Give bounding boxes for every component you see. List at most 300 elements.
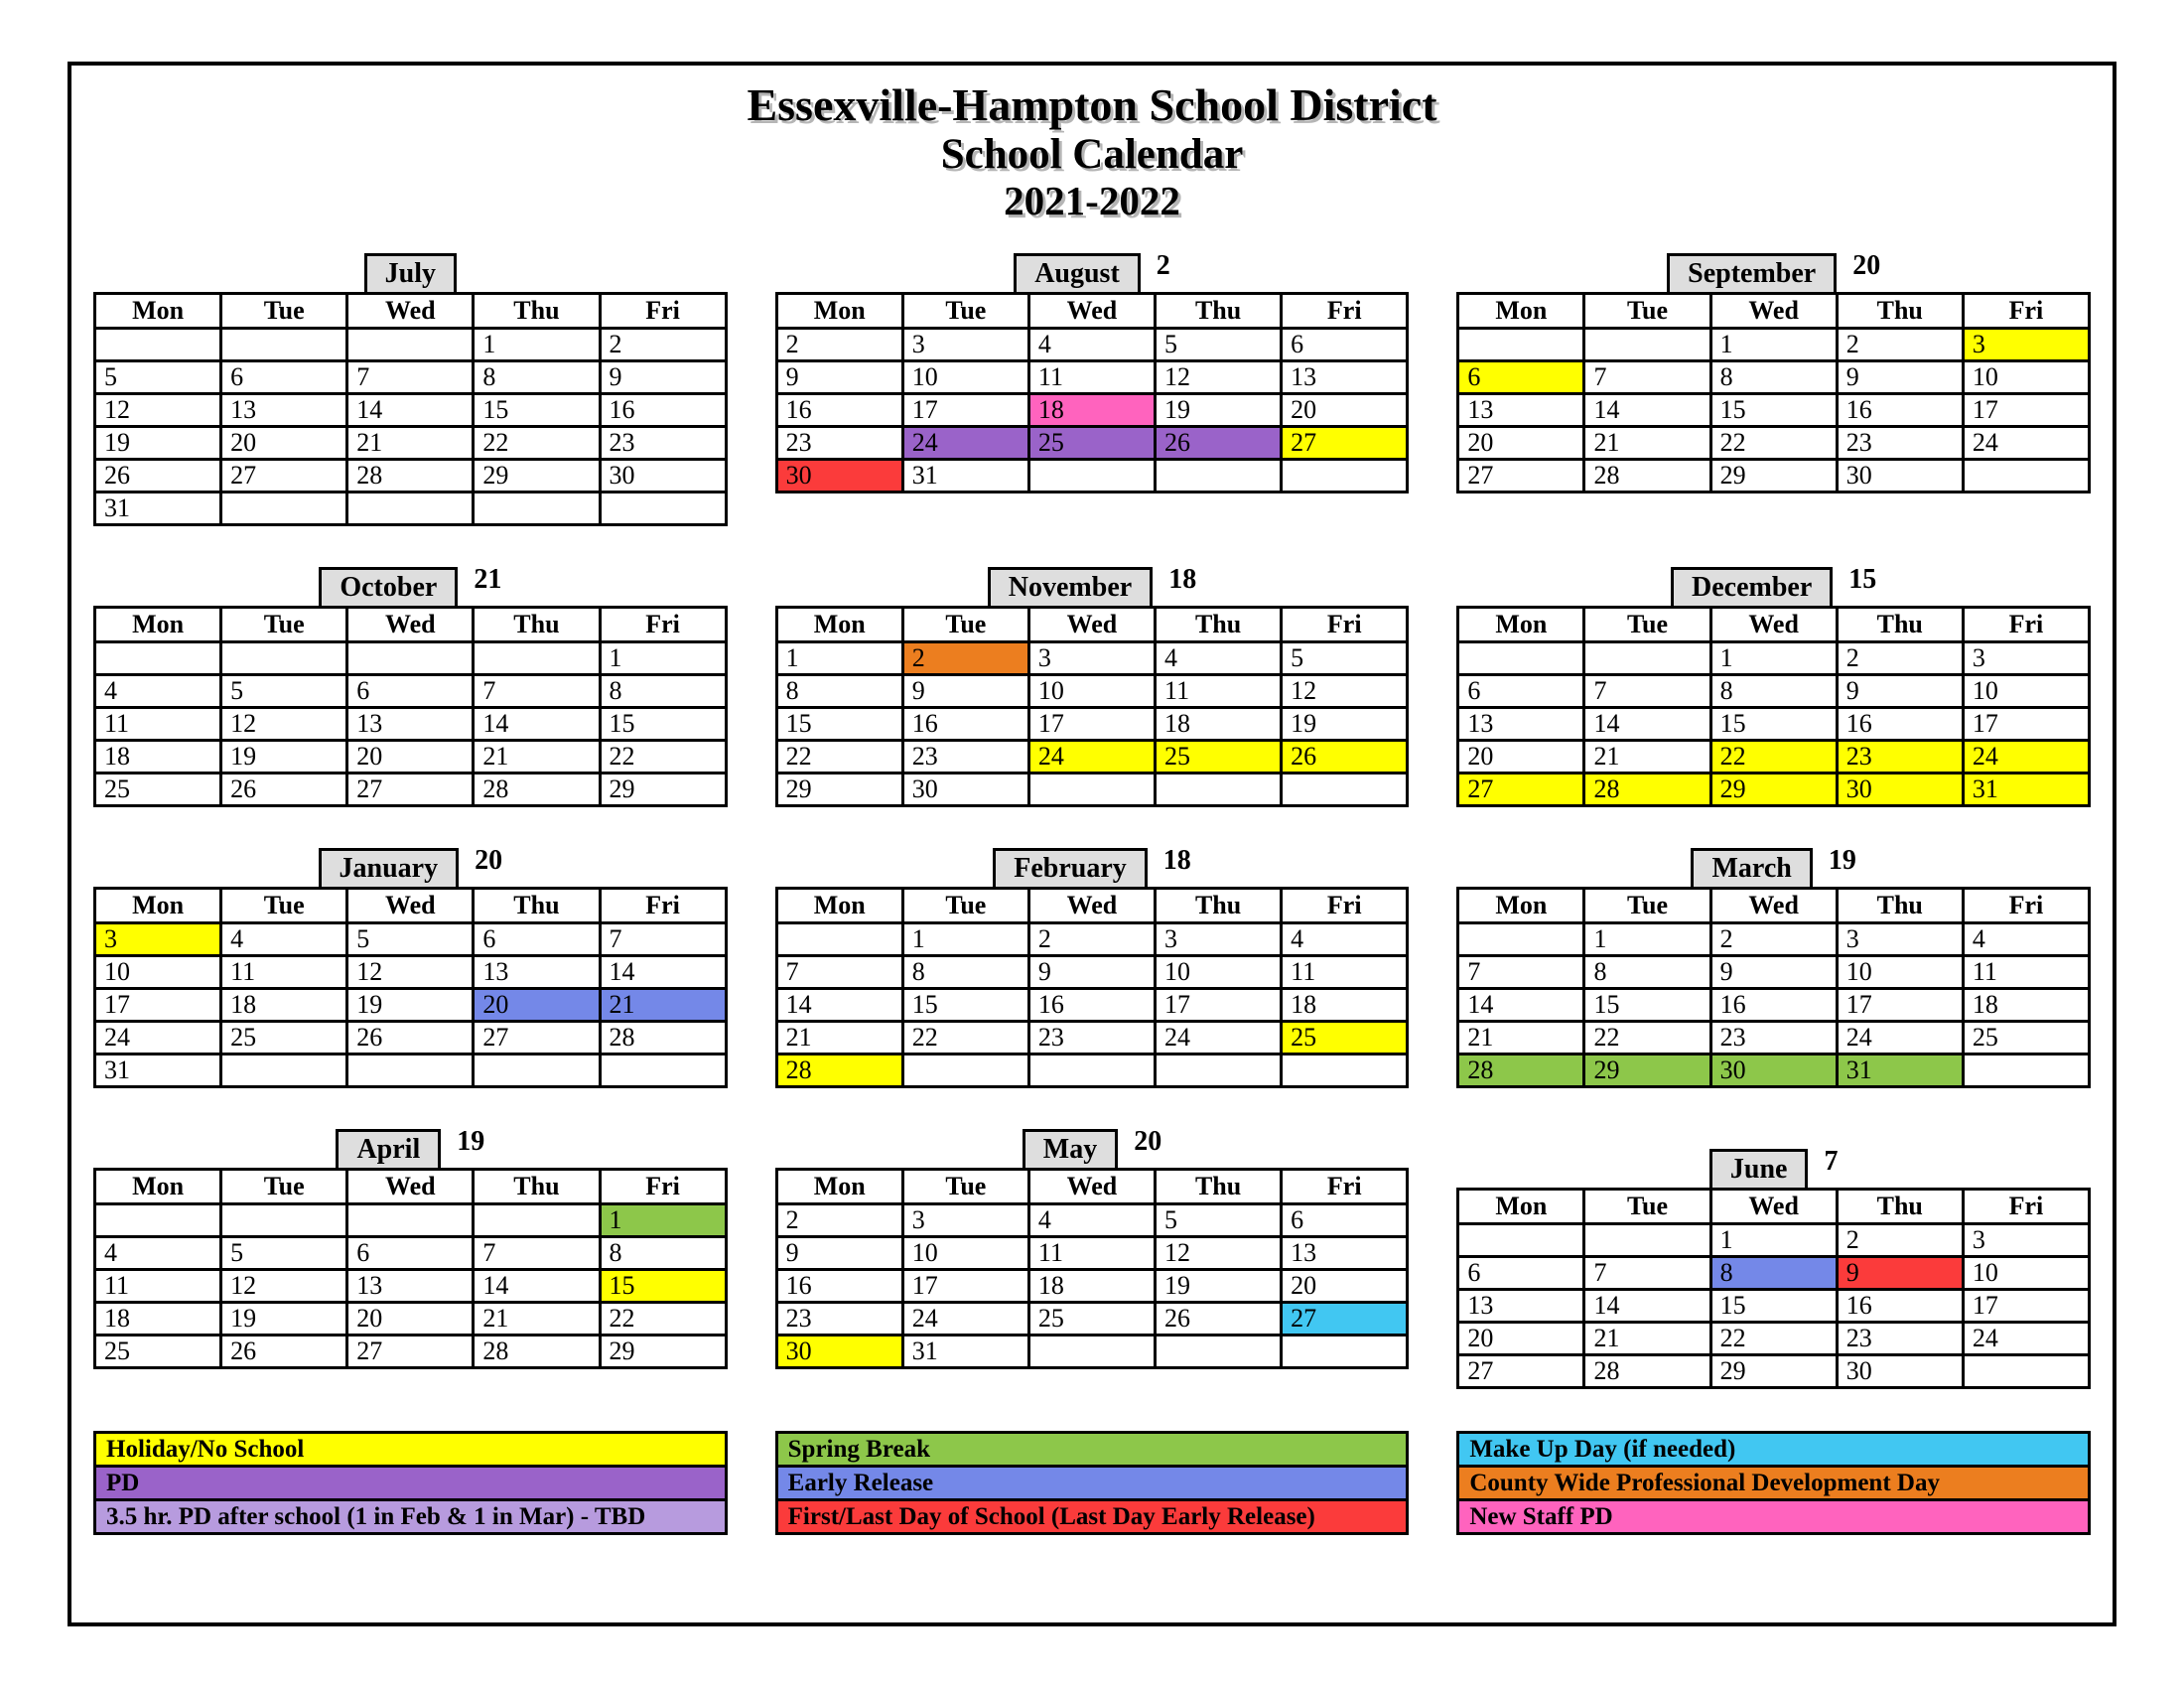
- day-cell: 18: [221, 988, 347, 1021]
- day-cell: 16: [776, 1269, 902, 1302]
- day-header: Mon: [95, 888, 221, 922]
- day-cell: 23: [776, 426, 902, 459]
- day-cell-yellow: 15: [600, 1269, 726, 1302]
- day-header: Mon: [95, 607, 221, 641]
- day-header: Fri: [1282, 888, 1408, 922]
- week-row: [776, 426, 1408, 459]
- day-cell: 20: [1458, 740, 1584, 773]
- day-cell: 22: [1710, 1322, 1837, 1354]
- day-cell: 18: [1282, 988, 1408, 1021]
- week-row: [776, 674, 1408, 707]
- day-cell: 20: [347, 1302, 474, 1335]
- day-cell: 20: [1282, 1269, 1408, 1302]
- day-cell: 19: [347, 988, 474, 1021]
- day-cell: 13: [1458, 707, 1584, 740]
- empty-cell: [600, 492, 726, 524]
- month-day-count: 15: [1848, 563, 1877, 595]
- day-cell: 7: [474, 1236, 600, 1269]
- day-cell: 2: [1710, 922, 1837, 955]
- day-cell: 16: [776, 393, 902, 426]
- day-cell: 22: [474, 426, 600, 459]
- day-cell: 3: [1837, 922, 1963, 955]
- day-cell: 9: [1028, 955, 1155, 988]
- day-cell: 1: [600, 641, 726, 674]
- empty-cell: [347, 1203, 474, 1236]
- day-cell: 17: [1156, 988, 1282, 1021]
- day-header: Tue: [902, 1169, 1028, 1203]
- month-table-june: [1456, 1188, 2091, 1389]
- day-cell: 6: [347, 1236, 474, 1269]
- day-cell: 16: [600, 393, 726, 426]
- day-header-row: [1458, 888, 2090, 922]
- day-cell: 5: [221, 1236, 347, 1269]
- day-cell: 24: [1837, 1021, 1963, 1054]
- week-row: [1458, 1021, 2090, 1054]
- day-cell: 28: [347, 459, 474, 492]
- day-cell: 2: [1837, 1223, 1963, 1256]
- day-cell-yellow: 28: [1584, 773, 1710, 805]
- day-cell-red: 9: [1837, 1256, 1963, 1289]
- day-cell: 25: [221, 1021, 347, 1054]
- week-row: [1458, 1256, 2090, 1289]
- week-row: [776, 1236, 1408, 1269]
- day-header: Mon: [1458, 293, 1584, 328]
- day-cell: 22: [600, 1302, 726, 1335]
- day-cell: 21: [1584, 1322, 1710, 1354]
- day-cell: 1: [1710, 328, 1837, 360]
- day-cell: 4: [1028, 1203, 1155, 1236]
- day-header-row: [95, 888, 727, 922]
- day-cell: 26: [221, 1335, 347, 1367]
- day-header-row: [95, 1169, 727, 1203]
- day-cell: 11: [95, 1269, 221, 1302]
- day-cell: 28: [474, 773, 600, 805]
- empty-cell: [221, 328, 347, 360]
- day-cell: 10: [1028, 674, 1155, 707]
- day-header: Tue: [1584, 607, 1710, 641]
- day-cell: 5: [1282, 641, 1408, 674]
- day-cell: 23: [902, 740, 1028, 773]
- day-cell: 27: [1458, 1354, 1584, 1387]
- legend-item-pink: New Staff PD: [1456, 1498, 2091, 1535]
- day-cell: 13: [1282, 1236, 1408, 1269]
- day-cell-yellow: 26: [1282, 740, 1408, 773]
- week-row: [776, 328, 1408, 360]
- day-cell-red: 30: [776, 459, 902, 492]
- month-table-october: [93, 606, 728, 807]
- day-cell-green: 30: [1710, 1054, 1837, 1086]
- day-cell: 14: [1458, 988, 1584, 1021]
- day-cell-yellow: 28: [776, 1054, 902, 1086]
- day-cell: 28: [1584, 1354, 1710, 1387]
- day-header: Tue: [902, 293, 1028, 328]
- empty-cell: [474, 492, 600, 524]
- empty-cell: [1028, 1335, 1155, 1367]
- day-cell: 6: [1282, 328, 1408, 360]
- day-cell: 11: [1156, 674, 1282, 707]
- day-header: Mon: [776, 888, 902, 922]
- day-cell: 8: [1584, 955, 1710, 988]
- day-cell: 13: [1458, 1289, 1584, 1322]
- day-cell: 1: [902, 922, 1028, 955]
- week-row: [95, 773, 727, 805]
- day-cell: 9: [776, 360, 902, 393]
- day-cell: 15: [776, 707, 902, 740]
- day-cell: 10: [1156, 955, 1282, 988]
- day-cell: 4: [1282, 922, 1408, 955]
- month-header-april: [93, 1124, 728, 1168]
- day-cell: 29: [474, 459, 600, 492]
- empty-cell: [1282, 459, 1408, 492]
- day-cell-yellow: 6: [1458, 360, 1584, 393]
- day-cell: 21: [1584, 426, 1710, 459]
- week-row: [1458, 1289, 2090, 1322]
- day-cell: 15: [474, 393, 600, 426]
- day-cell-yellow: 22: [1710, 740, 1837, 773]
- day-header: Fri: [1963, 607, 2089, 641]
- day-cell: 14: [474, 707, 600, 740]
- day-cell-blue: 8: [1710, 1256, 1837, 1289]
- month-november: [775, 562, 1410, 807]
- legend-column-3: [1456, 1431, 2091, 1535]
- day-header: Tue: [1584, 1189, 1710, 1223]
- empty-cell: [1458, 1223, 1584, 1256]
- day-cell-purple: 26: [1156, 426, 1282, 459]
- day-cell: 12: [1156, 1236, 1282, 1269]
- week-row: [776, 459, 1408, 492]
- day-cell: 16: [1837, 393, 1963, 426]
- day-cell: 31: [902, 1335, 1028, 1367]
- day-header: Mon: [776, 293, 902, 328]
- empty-cell: [1028, 1054, 1155, 1086]
- day-cell: 19: [1156, 393, 1282, 426]
- empty-cell: [347, 641, 474, 674]
- day-cell: 26: [347, 1021, 474, 1054]
- day-cell: 8: [474, 360, 600, 393]
- day-cell: 10: [902, 360, 1028, 393]
- day-header-row: [776, 1169, 1408, 1203]
- month-table-august: [775, 292, 1410, 493]
- empty-cell: [221, 1203, 347, 1236]
- day-cell: 19: [221, 1302, 347, 1335]
- day-cell: 19: [1282, 707, 1408, 740]
- week-row: [1458, 459, 2090, 492]
- day-header: Fri: [1282, 607, 1408, 641]
- week-row: [1458, 922, 2090, 955]
- day-cell: 1: [474, 328, 600, 360]
- day-header: Wed: [1710, 607, 1837, 641]
- week-row: [776, 1203, 1408, 1236]
- legend-column-1: [93, 1431, 728, 1535]
- day-header: Wed: [1028, 607, 1155, 641]
- day-cell: 30: [1837, 1354, 1963, 1387]
- day-header: Fri: [1282, 293, 1408, 328]
- day-cell: 30: [600, 459, 726, 492]
- legend-item-blue: Early Release: [775, 1465, 1410, 1501]
- week-row: [95, 1021, 727, 1054]
- empty-cell: [902, 1054, 1028, 1086]
- day-cell: 6: [1458, 1256, 1584, 1289]
- empty-cell: [347, 492, 474, 524]
- day-cell: 12: [1156, 360, 1282, 393]
- day-cell: 13: [474, 955, 600, 988]
- day-cell: 9: [1837, 674, 1963, 707]
- day-cell: 3: [1963, 1223, 2089, 1256]
- week-row: [776, 1269, 1408, 1302]
- empty-cell: [221, 1054, 347, 1086]
- week-row: [95, 1302, 727, 1335]
- page-border-frame: [68, 62, 2116, 1626]
- empty-cell: [474, 1054, 600, 1086]
- day-header: Tue: [902, 888, 1028, 922]
- month-title-box: October: [319, 567, 458, 609]
- day-header: Fri: [1282, 1169, 1408, 1203]
- day-cell: 21: [1584, 740, 1710, 773]
- day-cell: 29: [600, 1335, 726, 1367]
- month-header-october: [93, 562, 728, 606]
- month-table-september: [1456, 292, 2091, 493]
- day-cell: 4: [1028, 328, 1155, 360]
- day-header-row: [95, 607, 727, 641]
- day-header-row: [1458, 293, 2090, 328]
- day-header-row: [776, 888, 1408, 922]
- day-cell: 29: [600, 773, 726, 805]
- week-row: [95, 641, 727, 674]
- day-cell-pink: 18: [1028, 393, 1155, 426]
- legend-item-purple: PD: [93, 1465, 728, 1501]
- day-cell: 1: [1710, 641, 1837, 674]
- month-march: [1456, 843, 2091, 1088]
- day-cell-yellow: 23: [1837, 740, 1963, 773]
- day-header: Wed: [1710, 1189, 1837, 1223]
- day-cell: 7: [1458, 955, 1584, 988]
- week-row: [776, 1335, 1408, 1367]
- day-cell: 27: [347, 1335, 474, 1367]
- day-cell: 22: [1710, 426, 1837, 459]
- day-cell: 3: [902, 328, 1028, 360]
- day-cell: 7: [1584, 360, 1710, 393]
- month-title-box: May: [1023, 1129, 1118, 1171]
- title-district: Essexville-Hampton School District: [747, 79, 1437, 130]
- week-row: [776, 641, 1408, 674]
- day-cell: 14: [1584, 1289, 1710, 1322]
- day-cell: 4: [95, 674, 221, 707]
- week-row: [95, 393, 727, 426]
- day-header: Fri: [1963, 1189, 2089, 1223]
- day-cell-yellow: 3: [95, 922, 221, 955]
- week-row: [776, 955, 1408, 988]
- day-header: Wed: [347, 1169, 474, 1203]
- day-header: Wed: [1710, 293, 1837, 328]
- empty-cell: [95, 328, 221, 360]
- day-cell: 4: [1963, 922, 2089, 955]
- day-header: Tue: [1584, 293, 1710, 328]
- day-cell: 23: [1028, 1021, 1155, 1054]
- week-row: [1458, 740, 2090, 773]
- day-cell: 12: [221, 1269, 347, 1302]
- day-cell: 25: [95, 773, 221, 805]
- document-title-block: [71, 79, 2113, 224]
- day-cell: 29: [776, 773, 902, 805]
- week-row: [1458, 674, 2090, 707]
- day-cell: 12: [95, 393, 221, 426]
- day-header: Fri: [1963, 293, 2089, 328]
- day-cell: 21: [474, 740, 600, 773]
- empty-cell: [1156, 1054, 1282, 1086]
- month-table-may: [775, 1168, 1410, 1369]
- day-cell: 10: [1837, 955, 1963, 988]
- day-cell: 9: [902, 674, 1028, 707]
- day-cell: 15: [1584, 988, 1710, 1021]
- week-row: [95, 922, 727, 955]
- month-header-march: [1456, 843, 2091, 887]
- week-row: [776, 393, 1408, 426]
- empty-cell: [1458, 922, 1584, 955]
- day-cell: 7: [1584, 674, 1710, 707]
- day-header: Wed: [347, 293, 474, 328]
- day-cell: 23: [776, 1302, 902, 1335]
- month-title-box: June: [1709, 1149, 1809, 1191]
- day-cell-yellow: 30: [1837, 773, 1963, 805]
- day-header: Mon: [776, 1169, 902, 1203]
- day-cell: 27: [1458, 459, 1584, 492]
- day-header: Thu: [474, 888, 600, 922]
- day-cell: 6: [1282, 1203, 1408, 1236]
- week-row: [95, 988, 727, 1021]
- day-cell: 19: [95, 426, 221, 459]
- month-header-january: [93, 843, 728, 887]
- month-title-box: December: [1671, 567, 1833, 609]
- month-table-november: [775, 606, 1410, 807]
- empty-cell: [1282, 1054, 1408, 1086]
- month-day-count: 18: [1168, 563, 1197, 595]
- day-cell: 27: [221, 459, 347, 492]
- empty-cell: [1458, 641, 1584, 674]
- day-header: Fri: [600, 1169, 726, 1203]
- day-cell: 20: [1458, 1322, 1584, 1354]
- week-row: [1458, 707, 2090, 740]
- day-header: Mon: [95, 293, 221, 328]
- title-calendar: School Calendar: [940, 130, 1244, 178]
- legend-item-green: Spring Break: [775, 1431, 1410, 1468]
- day-cell: 23: [600, 426, 726, 459]
- day-header: Thu: [1837, 607, 1963, 641]
- day-cell: 24: [902, 1302, 1028, 1335]
- week-row: [95, 740, 727, 773]
- day-cell: 22: [600, 740, 726, 773]
- day-cell: 18: [1963, 988, 2089, 1021]
- day-cell: 3: [902, 1203, 1028, 1236]
- day-cell: 3: [1028, 641, 1155, 674]
- month-day-count: 21: [474, 563, 502, 595]
- day-cell: 27: [347, 773, 474, 805]
- day-cell: 2: [1837, 641, 1963, 674]
- week-row: [1458, 328, 2090, 360]
- day-cell: 17: [1963, 707, 2089, 740]
- day-header-row: [776, 293, 1408, 328]
- day-cell: 15: [902, 988, 1028, 1021]
- title-year: 2021-2022: [1004, 177, 1180, 223]
- day-cell-yellow: 27: [1458, 773, 1584, 805]
- day-cell: 22: [902, 1021, 1028, 1054]
- day-header: Thu: [1156, 293, 1282, 328]
- day-cell-orange: 2: [902, 641, 1028, 674]
- day-cell: 26: [95, 459, 221, 492]
- week-row: [1458, 773, 2090, 805]
- week-row: [95, 1203, 727, 1236]
- day-cell: 13: [1458, 393, 1584, 426]
- legend: [93, 1431, 2091, 1535]
- day-cell: 23: [1837, 1322, 1963, 1354]
- day-cell: 4: [221, 922, 347, 955]
- day-cell: 13: [347, 1269, 474, 1302]
- day-cell: 9: [600, 360, 726, 393]
- day-cell: 25: [1028, 1302, 1155, 1335]
- day-cell: 22: [1584, 1021, 1710, 1054]
- day-cell-purple: 24: [902, 426, 1028, 459]
- month-august: [775, 248, 1410, 526]
- month-title-box: March: [1691, 848, 1812, 890]
- day-cell: 21: [474, 1302, 600, 1335]
- day-cell: 17: [1837, 988, 1963, 1021]
- day-cell: 2: [600, 328, 726, 360]
- day-cell: 24: [95, 1021, 221, 1054]
- day-header-row: [1458, 607, 2090, 641]
- day-cell-yellow: 24: [1963, 740, 2089, 773]
- week-row: [95, 1236, 727, 1269]
- day-header: Fri: [600, 888, 726, 922]
- day-cell: 11: [1028, 360, 1155, 393]
- month-day-count: 19: [1828, 844, 1856, 876]
- day-cell: 15: [1710, 1289, 1837, 1322]
- day-cell: 5: [221, 674, 347, 707]
- week-row: [1458, 1054, 2090, 1086]
- month-table-january: [93, 887, 728, 1088]
- week-row: [1458, 641, 2090, 674]
- day-cell: 17: [1963, 393, 2089, 426]
- week-row: [776, 922, 1408, 955]
- day-cell: 4: [1156, 641, 1282, 674]
- week-row: [95, 328, 727, 360]
- day-header: Mon: [1458, 888, 1584, 922]
- month-header-june: [1456, 1144, 2091, 1188]
- day-cell: 20: [1458, 426, 1584, 459]
- day-cell: 29: [1710, 459, 1837, 492]
- day-cell: 24: [1963, 426, 2089, 459]
- week-row: [95, 955, 727, 988]
- day-cell: 28: [600, 1021, 726, 1054]
- week-row: [1458, 393, 2090, 426]
- empty-cell: [1028, 773, 1155, 805]
- day-cell: 3: [1156, 922, 1282, 955]
- month-title-box: February: [993, 848, 1148, 890]
- month-day-count: 20: [1134, 1125, 1162, 1157]
- day-cell: 15: [600, 707, 726, 740]
- day-cell: 7: [1584, 1256, 1710, 1289]
- week-row: [95, 1335, 727, 1367]
- day-cell: 9: [776, 1236, 902, 1269]
- day-header: Tue: [221, 1169, 347, 1203]
- day-cell: 10: [902, 1236, 1028, 1269]
- week-row: [1458, 988, 2090, 1021]
- week-row: [95, 459, 727, 492]
- week-row: [1458, 1354, 2090, 1387]
- legend-item-lightpurple: 3.5 hr. PD after school (1 in Feb & 1 in Mar) - TBD: [93, 1498, 728, 1535]
- day-cell: 17: [1028, 707, 1155, 740]
- day-cell: 8: [902, 955, 1028, 988]
- day-header: Wed: [347, 607, 474, 641]
- day-cell: 27: [474, 1021, 600, 1054]
